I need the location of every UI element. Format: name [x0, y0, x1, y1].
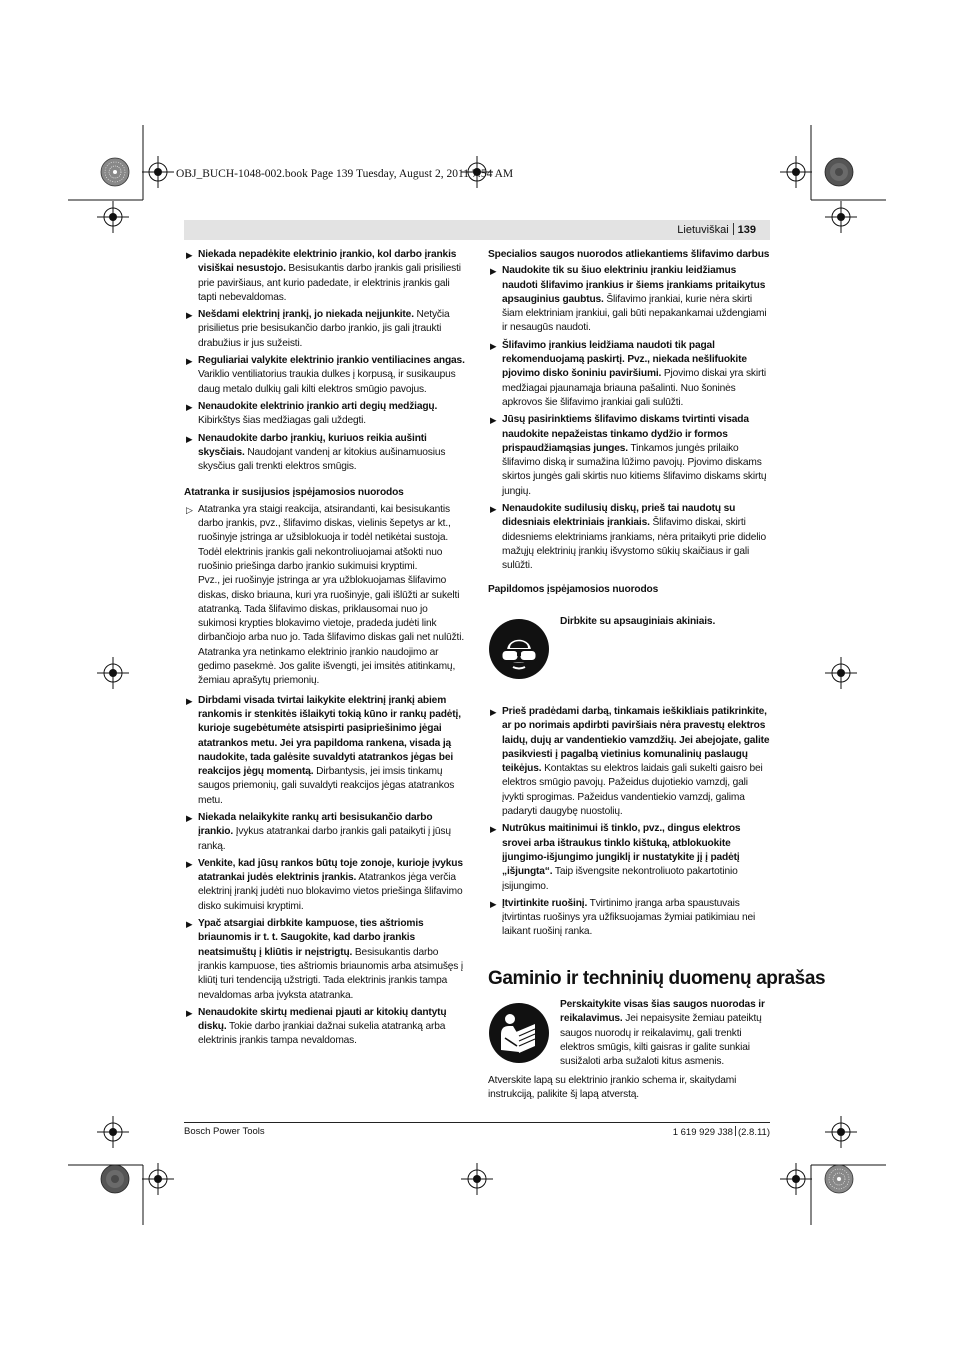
read-manual-icon: [488, 1002, 550, 1064]
page-number: 139: [737, 224, 756, 236]
list-item: ▶ Prieš pradėdami darbą, tinkamais ieškikliais patikrinkite, ar po norimais apdirbti paviršiais nėra pravestų elektros laidų, dujų ar vandentiekio vamzdžių. Jei abejojate, galite pasikviesti į pagalbą vietinius komunalinių paslaugų teikėjus. Kontaktas su elektros laidais gali sukelti gaisro bei elektros smūgio pavojų. Pažeidus dujotiekio vamzdį, gali įvykti sprogimas. Pažeidus vandentiekio vamzdį, galima padaryti daugybę nuostolių.: [490, 706, 770, 818]
list-item: ▶ Nenaudokite darbo įrankių, kuriuos reikia aušinti skysčiais. Naudojant vandenį ar kitokius aušinamuosius skysčius gali trenkti elektros smūgis.: [186, 432, 446, 473]
read-instructions: Perskaitykite visas šias saugos nuorodas ir reikalavimus. Jei nepaisysite žemiau pateiktų saugos nuorodų ir reikalavimų, gali trenkti elektros smūgis, kilti gaisras ir galite sunkiai susižaloti arba sužaloti kitus asmenis.: [560, 999, 765, 1068]
footer-right: [673, 1126, 770, 1138]
list-item: ▶ Dirbdami visada tvirtai laikykite elektrinį įrankį abiem rankomis ir stenkitės išlaikyti tokią kūno ir rankų padėtį, kurioje sugebėtumėte atsispirti pasipriešinimo jėgai atatrankos metu. Jei yra papildoma rankena, visada ją naudokite, tada galėsite suvaldyti atatrankos jėgas bei reakcijos jėgų momentą. Dirbantysis, jei imsis tinkamų saugos priemonių, gali suvaldyti reakcijos jėgas atatrankos metu.: [186, 694, 461, 806]
list-item: ▶ Nenaudokite skirtų medienai pjauti ar kitokių dantytų diskų. Tokie darbo įrankiai dažnai sukelia atatranką arba elektrinis įrankis tampa nevaldomas.: [186, 1006, 447, 1047]
document-code: 1 619 929 J38: [672, 1127, 733, 1138]
book-info-line: OBJ_BUCH-1048-002.book Page 139 Tuesday, August 2, 2011 7:54 AM: [176, 168, 514, 180]
document-date: (2.8.11): [737, 1127, 770, 1138]
footer-left: Bosch Power Tools: [184, 1126, 265, 1137]
list-item: ▶ Nutrūkus maitinimui iš tinklo, pvz., dingus elektros srovei arba ištraukus tinklo kištuką, atblokuokite įjungimo-išjungimo jungiklį ir nustatykite jį į padėtį „išjungta“. Taip išvengsite nekontroliuoto pakartotinio įsijungimo.: [490, 823, 741, 892]
list-item: ▶ Niekada nelaikykite rankų arti besisukančio darbo įrankio. Įvykus atatrankai darbo įrankis gali pataikyti į jūsų ranką.: [186, 811, 451, 852]
additional-heading: Papildomos įspėjamosios nuorodos: [488, 583, 659, 595]
safety-goggles-icon: [488, 618, 550, 680]
kickback-intro: ▷ Atatranka yra staigi reakcija, atsirandanti, kai besisukantis darbo įrankis, pvz., šlifavimo diskas, vielinis šepetys ar kt., ruošinyje įstringa ar užsiblokuoja ir todėl netikėtai sustoja. Todėl elektrinis įrankis gali nekontroliuojamai atšokti nuo ruošinio priešinga darbo įrankio sukimuisi kryptimi. Pvz., jei ruošinyje įstringa ar yra užblokuojamas šlifavimo diskas, disko briauna, kuri yra ruošinyje, gali išlūžti ar sukelti atatranką. Tada šlifavimo diskas, priklausomai nuo jo sukimosi krypties blokavimo vietoje, pradeda judėti link dirbančiojo arba nuo jo. Tada šlifavimo diskas gali net nulūžti. Atatranka yra netinkamo elektrinio įrankio naudojimo ar gedimo pasekmė. Jos galite išvengti, jei imsitės atitinkamų, žemiau aprašytų priemonių.: [186, 503, 464, 687]
list-item: ▶ Niekada nepadėkite elektrinio įrankio, kol darbo įrankis visiškai nesustojo. Besisukantis darbo įrankis gali prisiliesti prie paviršiaus, ant kurio padedate, ir elektrinis įrankis gali tapti nebevaldomas.: [186, 249, 461, 303]
footer-rule: [184, 1122, 770, 1123]
list-item: ▶ Jūsų pasirinktiems šlifavimo diskams tvirtinti visada naudokite nepažeistas tinkamo dydžio ir formos prispaudžiamąsias junges. Tinkamos jungės prilaiko šlifavimo diską ir sumažina lūžimo pavojų. Pjovimo diskams skirtos jungės gali skirtis nuo kitiems šlifavimo diskams skirtų jungių.: [490, 414, 767, 497]
list-item: ▶ Reguliariai valykite elektrinio įrankio ventiliacines angas. Variklio ventiliatorius traukia dulkes į korpusą, ir susikaupus daug metalo dulkių gali kilti elektros smūgio pavojus.: [186, 355, 465, 395]
right-column-middle: [488, 705, 770, 940]
list-item: ▶ Ypač atsargiai dirbkite kampuose, ties aštriomis briaunomis ir t. t. Saugokite, kad darbo įrankis neatsimuštų į kliūtis ir neįstrigtų. Besisukantis darbo įrankis kampuose, ties aštriomis briaunomis arba atsimušęs į kliūtį turi tendenciją užstrigti. Tada elektrinis įrankis tampa nevaldomas arba įvyksta atatranka.: [186, 918, 464, 1001]
section-heading: Gaminio ir techninių duomenų aprašas: [488, 968, 826, 989]
right-column-upper: [488, 248, 770, 597]
list-item: ▶ Šlifavimo įrankius leidžiama naudoti tik pagal rekomenduojamą paskirtį. Pvz., niekada nešlifuokite pjovimo disko šoniniu paviršiumi. Pjovimo diskai yra skirti medžiagai pjaunamąja briauna pašalinti. Nuo šoninės apkrovos šie šlifavimo įrankiai gali sulūžti.: [490, 339, 767, 408]
page-header: [184, 220, 770, 240]
left-column: [184, 248, 466, 1049]
list-item: ▶ Venkite, kad jūsų rankos būtų toje zonoje, kurioje įvykus atatrankai judės elektrinis įrankis. Atatrankos jėga verčia elektrinį įrankį judėti nuo blokavimo vietos priešinga šlifavimo disko sukimuisi kryptimi.: [186, 857, 463, 912]
grinding-heading: Specialios saugos nuorodos atliekantiems šlifavimo darbus: [488, 249, 770, 260]
fold-out-note: Atverskite lapą su elektrinio įrankio schema ir, skaitydami instrukciją, palikite šį lapą atverstą.: [488, 1075, 737, 1101]
list-item: ▶ Nenaudokite sudilusių diskų, prieš tai naudotų su didesniais elektriniais įrankiais. Šlifavimo diskai, skirti didesniems elektriniams įrankiams, nėra pritaikyti prie didelio mažųjų elektrinių įrankių išvystomo sūkių skaičiaus ir gali sulūžti.: [490, 503, 767, 572]
goggles-text: Dirbkite su apsauginiais akiniais.: [560, 616, 716, 627]
list-item: ▶ Nenaudokite elektrinio įrankio arti degių medžiagų. Kibirkštys šias medžiagas gali uždegti.: [186, 400, 438, 427]
list-item: ▶ Naudokite tik su šiuo elektriniu įrankiu leidžiamus naudoti šlifavimo įrankius ir šiems įrankiams pritaikytus apsauginius gaubtus. Šlifavimo įrankiai, kurie nėra skirti šiam elektriniam įrankiui, gali būti nepakankamai uždengiami ir nesaugūs naudoti.: [490, 265, 767, 334]
kickback-heading: Atatranka ir susijusios įspėjamosios nuorodos: [184, 487, 404, 499]
list-item: ▶ Nešdami elektrinį įrankį, jo niekada neįjunkite. Netyčia prisilietus prie besisukančio darbo įrankio, jis gali įtraukti drabužius ir jus sužeisti.: [186, 309, 450, 349]
language-label: Lietuviškai: [677, 224, 729, 236]
list-item: ▶ Įtvirtinkite ruošinį. Tvirtinimo įranga arba spaustuvais įtvirtintas ruošinys yra užfiksuojamas žymiai patikimiau nei laikant ruošinį ranka.: [490, 897, 756, 938]
header-label: [677, 223, 756, 236]
